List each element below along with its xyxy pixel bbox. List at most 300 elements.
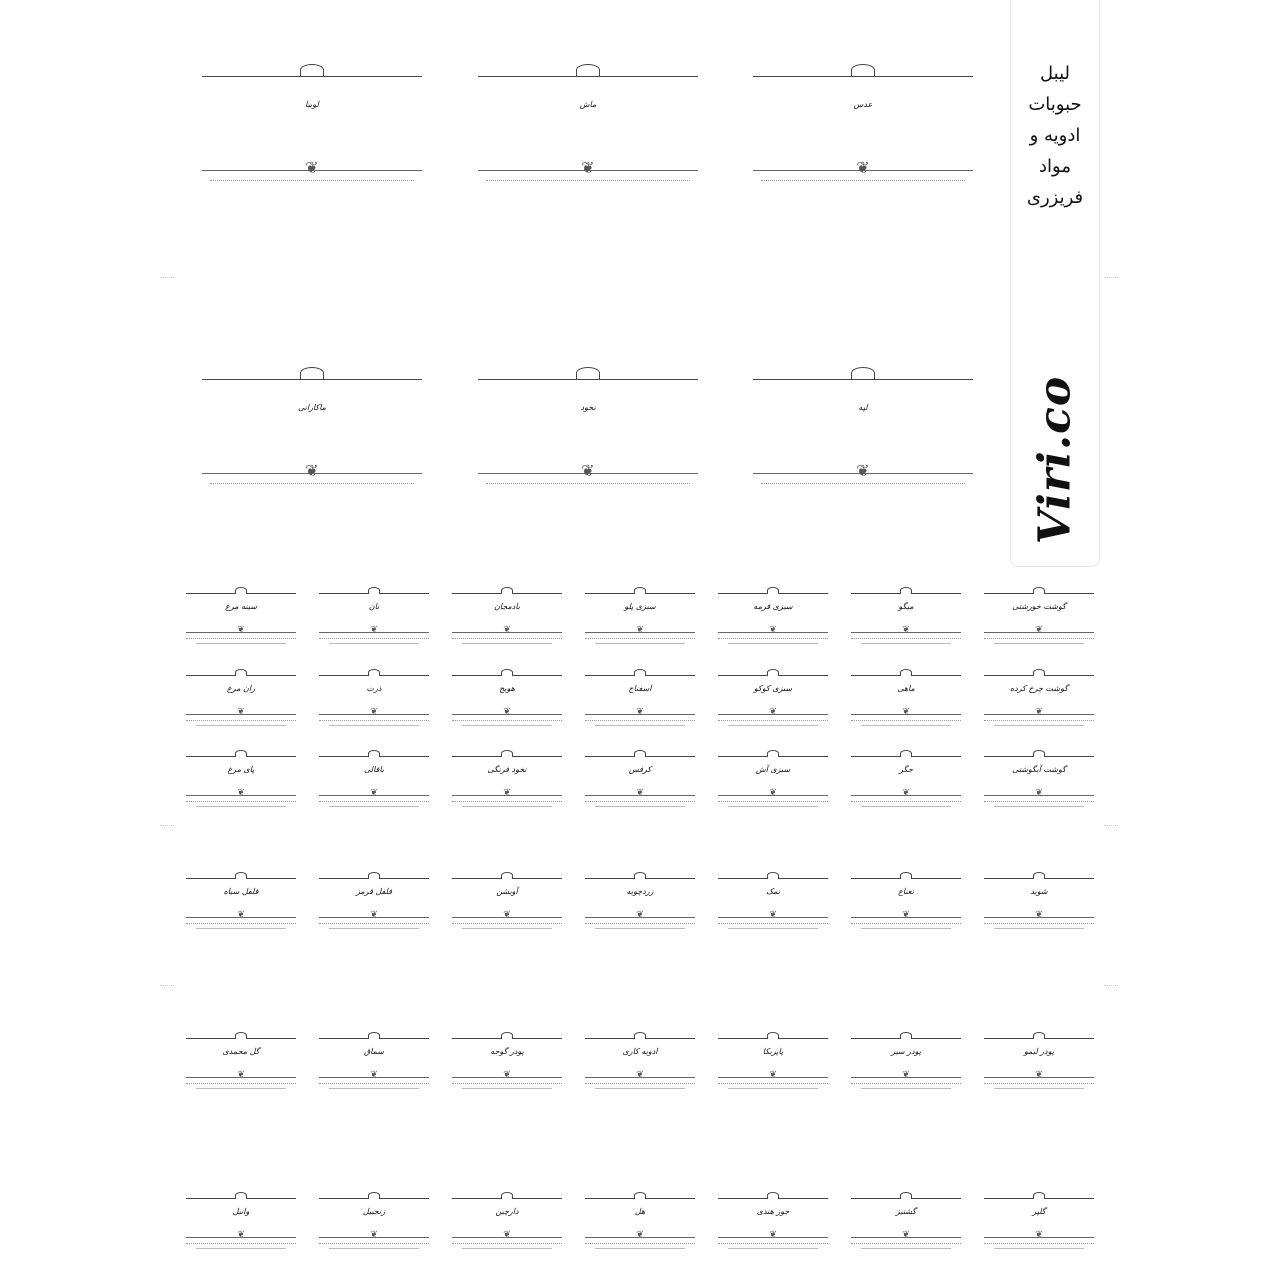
label-fine-line [718,1083,828,1084]
label-fine-line [319,923,429,924]
label-fine-line [728,725,818,726]
label-fine-line [994,643,1084,644]
label-hole-icon [1033,872,1045,879]
label-fine-line [319,638,429,639]
label-fine-line [452,1083,562,1084]
sprig-icon: ❦ [581,158,595,177]
label-fine-line [984,801,1094,802]
label-hole-icon [767,872,779,879]
small-label [984,873,1094,935]
label-name: ران مرغ [227,684,255,693]
label-hole-icon [368,872,380,879]
label-hole-icon [900,587,912,594]
small-label [452,1033,562,1095]
label-fine-line [210,180,414,181]
label-hole-icon [851,367,875,379]
label-name: ماش [579,100,597,109]
sprig-icon: ❦ [503,707,511,717]
label-top-line [753,76,973,77]
sprig-icon: ❦ [370,910,378,920]
crop-mark [1104,985,1118,986]
label-fine-line [851,923,961,924]
label-fine-line [462,725,552,726]
label-fine-line [186,638,296,639]
label-fine-line [452,923,562,924]
sprig-icon: ❦ [370,707,378,717]
label-fine-line [595,1088,685,1089]
label-hole-icon [576,64,600,76]
crop-mark [160,277,174,278]
label-hole-icon [900,1192,912,1199]
label-fine-line [718,638,828,639]
sprig-icon: ❦ [636,625,644,635]
label-fine-line [861,725,951,726]
label-name: زردچوبه [626,887,654,896]
small-label [319,588,429,650]
label-name: اسفناج [628,684,652,693]
panel-title [1011,58,1099,213]
label-name: کرفس [628,765,652,774]
small-label [984,1193,1094,1255]
small-label [319,873,429,935]
label-name: گوشت چرخ کرده [1009,684,1069,693]
small-label [585,670,695,732]
label-hole-icon [851,64,875,76]
label-top-line [753,379,973,380]
label-fine-line [718,720,828,721]
small-label [718,588,828,650]
label-name: گل محمدی [222,1047,260,1056]
sprig-icon: ❦ [503,788,511,798]
label-fine-line [984,923,1094,924]
small-label [851,873,961,935]
label-fine-line [994,928,1084,929]
small-label [452,873,562,935]
label-name: پودر لیمو [1024,1047,1054,1056]
label-name: گوشت آبگوشتی [1012,765,1066,774]
small-label [452,588,562,650]
label-hole-icon [634,669,646,676]
small-label [186,1193,296,1255]
crop-mark [1104,825,1118,826]
label-name: سبزی کوکو [753,684,793,693]
small-label [718,1033,828,1095]
label-name: لپه [858,403,868,412]
label-name: فلفل سیاه [223,887,259,896]
label-hole-icon [368,750,380,757]
sprig-icon: ❦ [902,1230,910,1240]
crop-mark [1104,277,1118,278]
label-fine-line [462,928,552,929]
sprig-icon: ❦ [636,788,644,798]
label-fine-line [728,1088,818,1089]
label-fine-line [728,643,818,644]
label-fine-line [452,801,562,802]
label-fine-line [329,806,419,807]
label-fine-line [452,720,562,721]
panel-title-line: فریزری [1026,187,1084,208]
panel-title-line: حبوبات [1028,94,1082,115]
label-fine-line [196,1248,286,1249]
sprig-icon: ❦ [305,461,319,480]
label-hole-icon [576,367,600,379]
small-label [851,1193,961,1255]
sprig-icon: ❦ [237,625,245,635]
label-fine-line [462,1088,552,1089]
brand-logo: Viri.co [1029,375,1081,545]
label-name: جگر [899,765,913,774]
label-fine-line [585,638,695,639]
sprig-icon: ❦ [636,707,644,717]
label-fine-line [196,1088,286,1089]
label-hole-icon [900,872,912,879]
label-hole-icon [1033,587,1045,594]
label-fine-line [728,806,818,807]
small-label [585,873,695,935]
label-hole-icon [501,872,513,879]
label-fine-line [319,801,429,802]
small-label [851,588,961,650]
sprig-icon: ❦ [769,910,777,920]
label-fine-line [196,806,286,807]
label-fine-line [718,923,828,924]
label-name: سبزی آش [755,765,791,774]
label-fine-line [186,923,296,924]
label-fine-line [861,643,951,644]
label-hole-icon [634,750,646,757]
sprig-icon: ❦ [237,1230,245,1240]
sprig-icon: ❦ [237,788,245,798]
label-hole-icon [501,750,513,757]
large-label [753,373,973,493]
small-label [851,1033,961,1095]
label-name: باقالی [363,765,385,774]
small-label [452,751,562,813]
label-fine-line [851,1083,961,1084]
label-hole-icon [634,1032,646,1039]
sprig-icon: ❦ [856,461,870,480]
label-name: گشنیز [895,1207,917,1216]
sprig-icon: ❦ [769,788,777,798]
large-label [478,373,698,493]
label-name: سماق [364,1047,384,1056]
small-label [319,670,429,732]
label-hole-icon [767,669,779,676]
label-fine-line [851,638,961,639]
label-hole-icon [767,587,779,594]
small-label [851,670,961,732]
label-fine-line [585,1083,695,1084]
label-fine-line [595,643,685,644]
label-hole-icon [368,669,380,676]
label-name: سبزی قرمه [753,602,793,611]
small-label [984,670,1094,732]
label-hole-icon [1033,750,1045,757]
side-panel [1010,0,1100,567]
label-fine-line [186,1243,296,1244]
sprig-icon: ❦ [237,1070,245,1080]
label-name: پودر گوجه [490,1047,524,1056]
sprig-icon: ❦ [1035,788,1043,798]
label-fine-line [994,806,1084,807]
sprig-icon: ❦ [769,707,777,717]
label-fine-line [486,483,690,484]
label-fine-line [595,928,685,929]
label-name: پاپریکا [762,1047,784,1056]
label-hole-icon [900,669,912,676]
sprig-icon: ❦ [370,1230,378,1240]
label-fine-line [851,720,961,721]
sprig-icon: ❦ [503,1070,511,1080]
label-top-line [202,76,422,77]
label-fine-line [210,483,414,484]
crop-mark [160,985,174,986]
label-fine-line [994,725,1084,726]
label-fine-line [585,720,695,721]
sprig-icon: ❦ [503,910,511,920]
small-label [984,1033,1094,1095]
label-hole-icon [634,1192,646,1199]
label-hole-icon [1033,669,1045,676]
sprig-icon: ❦ [1035,625,1043,635]
sprig-icon: ❦ [305,158,319,177]
small-label [718,670,828,732]
sprig-icon: ❦ [1035,1230,1043,1240]
label-hole-icon [300,367,324,379]
label-fine-line [319,1083,429,1084]
label-name: هل [634,1207,646,1216]
label-hole-icon [235,1032,247,1039]
label-fine-line [728,1248,818,1249]
label-name: عدس [853,100,873,109]
small-label [186,873,296,935]
label-name: وانیل [232,1207,250,1216]
label-hole-icon [501,669,513,676]
label-hole-icon [235,750,247,757]
label-fine-line [462,1248,552,1249]
label-fine-line [861,1248,951,1249]
label-name: پودر سیر [891,1047,921,1056]
label-name: سینه مرغ [225,602,257,611]
crop-mark [160,825,174,826]
sprig-icon: ❦ [370,1070,378,1080]
label-name: جوز هندی [756,1207,790,1216]
label-fine-line [761,180,965,181]
sprig-icon: ❦ [581,461,595,480]
label-name: زنجبیل [362,1207,386,1216]
small-label [186,1033,296,1095]
label-name: فلفل قرمز [355,887,393,896]
label-fine-line [595,806,685,807]
label-fine-line [718,1243,828,1244]
label-hole-icon [235,872,247,879]
small-label [718,1193,828,1255]
panel-title-line: لیبل [1040,63,1070,84]
label-name: سبزی پلو [624,602,656,611]
sprig-icon: ❦ [370,625,378,635]
label-fine-line [984,1083,1094,1084]
label-fine-line [486,180,690,181]
sprig-icon: ❦ [902,1070,910,1080]
label-name: دارچین [495,1207,519,1216]
label-hole-icon [767,750,779,757]
label-name: گوشت خورشتی [1012,602,1066,611]
sprig-icon: ❦ [769,625,777,635]
label-name: لوبیا [305,100,319,109]
label-name: گلپر [1032,1207,1046,1216]
small-label [186,751,296,813]
label-name: ماکارانی [298,403,326,412]
label-fine-line [861,928,951,929]
label-name: ادویه کاری [622,1047,658,1056]
label-name: پای مرغ [227,765,255,774]
label-hole-icon [634,587,646,594]
small-label [186,588,296,650]
label-hole-icon [501,1032,513,1039]
label-fine-line [994,1248,1084,1249]
sprig-icon: ❦ [1035,910,1043,920]
sprig-icon: ❦ [769,1070,777,1080]
sprig-icon: ❦ [636,1230,644,1240]
small-label [984,751,1094,813]
small-label [718,751,828,813]
small-label [718,873,828,935]
label-hole-icon [235,669,247,676]
label-hole-icon [767,1192,779,1199]
label-fine-line [186,1083,296,1084]
small-label [186,670,296,732]
label-fine-line [329,1088,419,1089]
label-fine-line [196,928,286,929]
small-label [452,670,562,732]
label-hole-icon [501,587,513,594]
label-fine-line [994,1088,1084,1089]
sprig-icon: ❦ [370,788,378,798]
sprig-icon: ❦ [237,707,245,717]
label-fine-line [718,801,828,802]
small-label [585,751,695,813]
label-name: ذرت [366,684,382,693]
small-label [319,1193,429,1255]
label-fine-line [329,928,419,929]
label-fine-line [984,638,1094,639]
small-label [319,1033,429,1095]
label-fine-line [329,643,419,644]
label-fine-line [585,923,695,924]
sprig-icon: ❦ [503,1230,511,1240]
label-hole-icon [368,1192,380,1199]
label-top-line [478,76,698,77]
sprig-icon: ❦ [902,910,910,920]
label-fine-line [329,725,419,726]
label-fine-line [585,801,695,802]
label-name: میگو [898,602,914,611]
label-fine-line [851,1243,961,1244]
label-fine-line [861,806,951,807]
panel-title-line: مواد [1039,156,1071,177]
label-fine-line [585,1243,695,1244]
small-label [851,751,961,813]
small-label [452,1193,562,1255]
label-fine-line [595,1248,685,1249]
label-fine-line [319,1243,429,1244]
label-fine-line [452,1243,562,1244]
large-label [202,373,422,493]
sprig-icon: ❦ [636,910,644,920]
sprig-icon: ❦ [769,1230,777,1240]
label-hole-icon [1033,1032,1045,1039]
label-hole-icon [634,872,646,879]
label-fine-line [984,720,1094,721]
label-hole-icon [368,587,380,594]
large-label [753,70,973,190]
small-label [585,1193,695,1255]
label-hole-icon [501,1192,513,1199]
small-label [585,588,695,650]
label-fine-line [319,720,429,721]
sprig-icon: ❦ [237,910,245,920]
label-fine-line [861,1088,951,1089]
label-fine-line [984,1243,1094,1244]
label-name: شوید [1030,887,1048,896]
label-fine-line [462,806,552,807]
label-name: نخود [580,403,596,412]
label-hole-icon [1033,1192,1045,1199]
sprig-icon: ❦ [636,1070,644,1080]
sprig-icon: ❦ [902,788,910,798]
small-label [984,588,1094,650]
sprig-icon: ❦ [902,625,910,635]
label-fine-line [851,801,961,802]
small-label [585,1033,695,1095]
label-fine-line [329,1248,419,1249]
sprig-icon: ❦ [902,707,910,717]
panel-title-line: ادویه و [1029,125,1081,146]
label-hole-icon [235,587,247,594]
label-fine-line [761,483,965,484]
label-name: ماهی [897,684,915,693]
label-fine-line [186,720,296,721]
label-name: نخود فرنگی [487,765,527,774]
label-fine-line [452,638,562,639]
sprig-icon: ❦ [503,625,511,635]
label-fine-line [196,643,286,644]
label-name: هویج [499,684,515,693]
label-fine-line [186,801,296,802]
sprig-icon: ❦ [1035,707,1043,717]
label-name: آویشن [496,887,518,896]
label-top-line [202,379,422,380]
label-hole-icon [300,64,324,76]
label-name: نمک [765,887,780,896]
label-hole-icon [235,1192,247,1199]
label-fine-line [196,725,286,726]
label-hole-icon [900,1032,912,1039]
sprig-icon: ❦ [1035,1070,1043,1080]
label-top-line [478,379,698,380]
sprig-icon: ❦ [856,158,870,177]
small-label [319,751,429,813]
label-fine-line [462,643,552,644]
large-label [202,70,422,190]
label-name: نان [368,602,380,611]
label-hole-icon [900,750,912,757]
label-name: نعناع [898,887,914,896]
label-name: بادمجان [494,602,520,611]
label-hole-icon [767,1032,779,1039]
label-fine-line [595,725,685,726]
large-label [478,70,698,190]
